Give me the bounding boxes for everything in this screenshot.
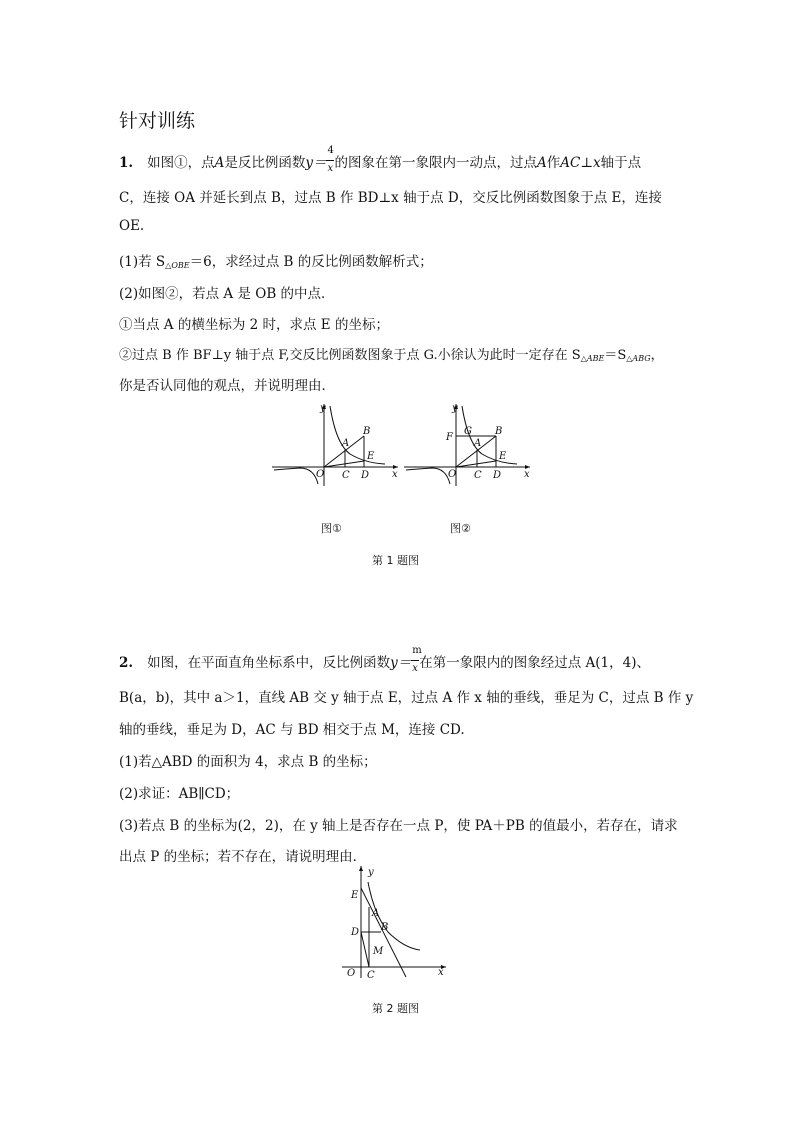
q1-figure-1 — [270, 398, 400, 488]
q1-sub-2: (2)如图②，若点 A 是 OB 的中点． — [119, 286, 335, 302]
fig3-o-label: O — [347, 968, 356, 979]
fig1-y-label: y — [320, 403, 326, 414]
q2-line-1: 2. 如图，在平面直角坐标系中，反比例函数y＝ $\frac{m}{x}$ 在第一象限内的图象经过点 A(1，4)、 — [119, 644, 650, 674]
fig2-g-label: G — [464, 426, 472, 437]
fig3-e-label: E — [351, 890, 359, 901]
fig2-b-label: B — [495, 426, 503, 437]
q2-line-2: B(a，b)，其中 a＞1，直线 AB 交 y 轴于点 E，过点 A 作 x 轴的垂线，垂足为 C，过点 B 作 y — [119, 690, 694, 706]
fig3-y-label: y — [368, 867, 374, 878]
q2-line-3: 轴的垂线，垂足为 D，AC 与 BD 相交于点 M，连接 CD. — [119, 722, 465, 738]
q1-sub-1: (1)若 $S_{\triangle OBE}=6$，求经过点 B 的反比例函数解析式； — [119, 254, 433, 270]
fig2-x-label: x — [524, 469, 530, 480]
q1-sub-2-1: ①当点 A 的横坐标为 2 时，求点 E 的坐标； — [119, 317, 389, 333]
q2-number: 2. — [119, 655, 134, 671]
fig1-c-label: C — [342, 470, 350, 481]
fig1-d-label: D — [361, 470, 370, 481]
fig2-a-label: A — [474, 438, 482, 449]
q2-figure — [334, 862, 454, 982]
fig1-o-label: O — [316, 469, 325, 480]
fig3-m-label: M — [373, 946, 384, 957]
q1-sub-2-2: ②过点 B 作 BF⊥y 轴于点 F,交反比例函数图象于点 G.小徐认为此时一定存在 $S_{\triangle ABE}=S_{\triangle ABG}$， — [119, 348, 664, 363]
section-title: 针对训练 — [119, 110, 196, 132]
fig2-y-label: y — [452, 403, 458, 414]
q1-figure-caption: 第 1 题图 — [372, 554, 419, 567]
fig1-caption: 图① — [321, 522, 342, 535]
fig2-o-label: O — [448, 469, 457, 480]
q1-number: 1. — [119, 155, 134, 171]
q2-sub-1: (1)若△ABD 的面积为 4，求点 B 的坐标； — [119, 754, 377, 770]
q1-line-1: 1. 如图①，点A是反比例函数y＝ $\frac{4}{x}$ 的图象在第一象限内一动点，过点A作AC⊥x轴于点 — [119, 144, 642, 174]
fig1-b-label: B — [363, 426, 371, 437]
q2-sub-2: (2)求证：AB∥CD； — [119, 786, 240, 802]
fig3-x-label: x — [438, 967, 444, 978]
fig3-a-label: A — [372, 908, 380, 919]
fig2-caption: 图② — [450, 522, 471, 535]
q1-sub-2-3: 你是否认同他的观点，并说明理由． — [119, 378, 335, 394]
q2-sub-3: (3)若点 B 的坐标为(2，2)，在 y 轴上是否存在一点 P，使 PA＋PB 的值最小，若存在，请求 — [119, 818, 678, 834]
fig3-d-label: D — [351, 927, 360, 938]
q1-line-2: C，连接 OA 并延长到点 B，过点 B 作 BD⊥x 轴于点 D，交反比例函数图象于点 E，连接 — [119, 190, 662, 206]
fig2-d-label: D — [493, 470, 502, 481]
fig2-f-label: F — [446, 432, 453, 443]
q2-fraction: $\frac{m}{x}$ — [412, 644, 422, 674]
fig1-x-label: x — [392, 469, 398, 480]
q1-line-3: OE. — [119, 218, 145, 234]
q2-figure-caption: 第 2 题图 — [372, 1002, 419, 1015]
fig3-c-label: C — [367, 970, 375, 981]
fig3-b-label: B — [381, 922, 389, 933]
q1-fraction: $\frac{4}{x}$ — [327, 144, 334, 174]
fig2-e-label: E — [499, 451, 507, 462]
q1-figure-2 — [402, 398, 532, 488]
fig1-e-label: E — [367, 451, 375, 462]
fig2-c-label: C — [474, 470, 482, 481]
q2-sub-3-b: 出点 P 的坐标；若不存在，请说明理由． — [119, 849, 367, 865]
fig1-a-label: A — [342, 438, 350, 449]
